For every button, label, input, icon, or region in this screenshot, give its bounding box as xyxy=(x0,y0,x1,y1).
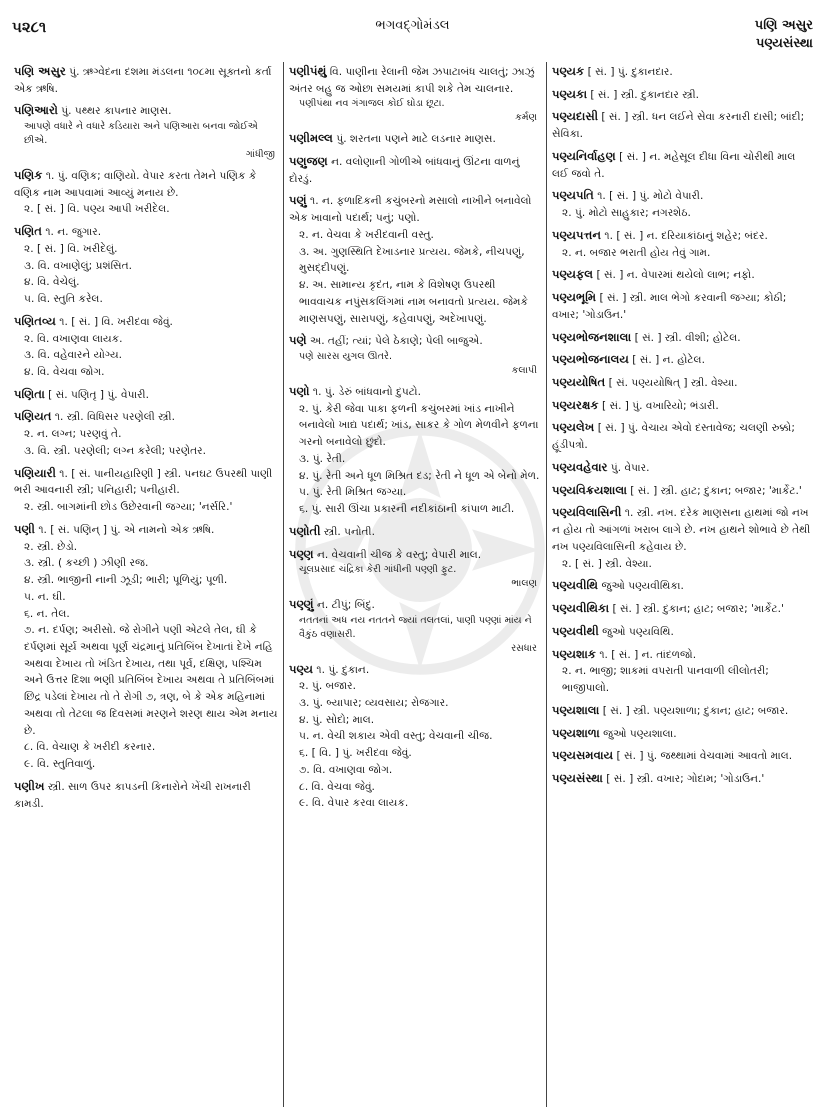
entry-headword: પણિ અસુર xyxy=(14,64,66,78)
entry-sense: ૩. પું. બ્યાપાર; વ્યવસાય; રોજગાર. xyxy=(299,696,449,709)
entry-definition: ૧. ન. ફળાદિકની કચુંબરનો મસાલો નાખીને બનાવેલો એક ખાવાનો પદાર્થ; પનું; પણો. xyxy=(289,195,532,225)
entry-sense: ૬. [ વિ. ] પું. ખરીદવા જેવું. xyxy=(299,747,412,760)
entry-sense: ૯. વિ. વેપાર કરવા લાયક. xyxy=(299,797,409,810)
dictionary-entry xyxy=(552,328,814,347)
entry-headword: પણ્યશાક xyxy=(552,646,596,661)
dictionary-entry xyxy=(14,222,279,308)
entry-sense: ૨. ન. લગ્ન; પરણવું તે. xyxy=(24,428,122,441)
dictionary-entry xyxy=(289,595,541,655)
entry-definition: જુઓ પણ્યવીથિકા. xyxy=(601,580,684,593)
entry-definition: સ્ત્રી. સાળ ઉપર કાપડની કિનારોને ખેંચી રાખનારી કામડી. xyxy=(14,780,251,810)
dictionary-entry xyxy=(552,701,814,720)
entry-definition: ૧. [ સં. પાનીયહારિણી ] સ્ત્રી. પનઘટ ઉપરથી પાણી ભરી આવનારી સ્ત્રી; પનિહારી; પનીહારી. xyxy=(14,467,273,497)
entry-definition: ૧. [ સં. ] પું. મોટો વેપારી. xyxy=(597,190,704,203)
entry-headword: પણિયત xyxy=(14,409,52,424)
entry-sense: ૮. વિ. વેચવા જેવું. xyxy=(299,780,375,793)
entry-sense: ૪. અ. સામાન્ય કૃદંત, નામ કે વિશેષણ ઉપરથી ભાવવાચક નપુંસકલિંગમાં નામ બનાવતો પ્રત્યય. જેમકે માણસપણું, સારાપણું, કહેવાપણું, અદેખાપણું. xyxy=(299,279,528,325)
column-divider xyxy=(283,62,284,1107)
entry-sense: ૨. [ સં. ] વિ. પણ્ય આપી ખરીદેલ. xyxy=(24,203,170,216)
entry-definition: [ સં. ] પું. દુકાનદાર. xyxy=(587,66,673,78)
entry-definition: [ સં. પણિતૃ ] પું. વેપારી. xyxy=(48,388,149,401)
entry-definition: અ. તહીં; ત્યાં; પેલે ઠેકાણે; પેલી બાજુએ. xyxy=(310,335,483,348)
dictionary-entry xyxy=(14,407,279,459)
entry-headword: પણ્યવહેવાર xyxy=(552,459,608,474)
entry-sense: ૨. પું. બજાર. xyxy=(299,680,357,693)
entry-headword: પણ્ણ xyxy=(289,546,314,561)
entry-sense: ૯. વિ. સ્તુતિવાળું. xyxy=(24,758,96,771)
entry-sense: ૭. ન. દર્પણ; અરીસો. જે રોગીને પણી એટલે તેલ, ઘી કે દર્પણમાં સૂર્ય અથવા પૂર્ણ ચંદ્રમાનું પ્રતિબિંબ દેખાતાં દેખે નહિ અથવા દેખાય તો ખંડિત દેખાય, તથા પૂર્વ, દક્ષિણ, પશ્ચિમ અને ઉત્તર દિશા ભણી પ્રતિબિંબ દેખાય અથવા તે પ્રતિબિંબમાં છિદ્ર પડેલાં દેખાય તો તે રોગી ૭, ત્રણ, બે કે એક મહિનામાં અથવા તો તેટલા જ દિવસમાં મરણને શરણ થાય એમ મનાય છે. xyxy=(24,624,278,737)
dictionary-entry xyxy=(14,385,279,404)
entry-headword: પણ્યસંસ્થા xyxy=(552,770,603,785)
entry-definition: વિ. પાણીના રેલાની જેમ ઝપાટાબંધ ચાલતું; ઝાઝું અંતર બહુ જ ઓછા સમયમાં કાપી શકે તેમ ચાલનાર. xyxy=(289,66,535,95)
dictionary-entry xyxy=(552,85,814,104)
dictionary-entry xyxy=(289,545,541,592)
entry-sense: ૪. વિ. વેચવા જોગ. xyxy=(24,366,105,378)
entry-quotation xyxy=(289,563,541,591)
entry-sense: ૨. ન. બજાર ભરાતી હોય તેવું ગામ. xyxy=(562,246,711,259)
entry-sense: ૩. પું. રેતી. xyxy=(299,452,346,465)
entry-quotation xyxy=(289,614,541,656)
dictionary-column-2 xyxy=(289,62,541,1109)
dictionary-entry xyxy=(552,396,814,415)
entry-headword: પણો xyxy=(289,383,310,398)
dictionary-entry xyxy=(552,576,814,595)
dictionary-entry xyxy=(14,62,279,97)
entry-definition: ન. વેચવાની ચીજ કે વસ્તુ; વેપારી માલ. xyxy=(317,548,482,561)
dictionary-entry xyxy=(14,464,279,516)
page-number: ૫૨૮૧ xyxy=(12,18,47,36)
entry-headword: પણ્યવિક્રયશાલા xyxy=(552,482,627,497)
entry-definition: જુઓ પણ્યશાલા. xyxy=(603,727,677,740)
entry-headword: પણ્યયોષિત xyxy=(552,375,606,390)
book-title: ભગવદ્ગોમંડલ xyxy=(375,18,450,33)
entry-headword: પણિતા xyxy=(14,386,45,401)
dictionary-entry xyxy=(289,152,541,187)
entry-definition: [ સં. ] સ્ત્રી. હાટ; દુકાન; બજાર; 'માર્કેટ.' xyxy=(630,484,802,497)
entry-definition: પું. વેપાર. xyxy=(610,461,650,474)
dictionary-entry xyxy=(14,777,279,812)
entry-sense: ૩. વિ. વહેવારને યોગ્ય. xyxy=(24,349,123,362)
dictionary-entry xyxy=(552,645,814,697)
entry-definition: [ સં. ] સ્ત્રી. દુકાનદાર સ્ત્રી. xyxy=(590,88,700,101)
quotation-text: નતતનાં અધ નય નતતને જ્યાં તલતલાં, પાણી પણ્ણાં માંય ને વૈકુંઠ વણાસરી. xyxy=(299,614,532,640)
dictionary-entry xyxy=(552,769,814,788)
entry-headword: પણિક xyxy=(14,167,43,182)
entry-sense: ૩. સ્ત્રી. ( કચ્છી ) ઝીણી રજ. xyxy=(24,557,149,570)
dictionary-entry xyxy=(14,166,279,218)
entry-headword: પણ્યશાળા xyxy=(552,725,600,740)
entry-definition: ન. વલોણાની ગોળીએ બાંધવાનું ઊંટના વાળનું દોરડું. xyxy=(289,156,520,185)
dictionary-entry xyxy=(552,622,814,641)
entry-definition: ૧. સ્ત્રી. નખ. દરેક માણસના હાથમાં જો નખ ન હોય તો આંગળાં ખરાબ લાગે છે. નખ હાથને શોભાવે છે તેથી નખ પણ્યવિલાસિની કહેવાય છે. xyxy=(552,507,811,553)
entry-definition: [ સં. ] સ્ત્રી. પણ્યશાળા; દુકાન; હાટ; બજાર. xyxy=(602,704,789,717)
dictionary-entry xyxy=(14,520,279,773)
entry-definition: [ સં. ] ન. હોટેલ. xyxy=(632,354,705,367)
quotation-source: ગાંધીજી xyxy=(245,149,275,161)
dictionary-entry xyxy=(552,62,814,81)
entry-definition: ૧. [ સં. પણિન્ ] પું. એ નામનો એક ઋષિ. xyxy=(38,523,215,536)
dictionary-entry xyxy=(552,288,814,323)
entry-sense: ૪. પું. રેતી અને ધૂળ મિશ્રિત દડ; રેતી ને ધૂળ એ બેનો મેળ. xyxy=(299,469,540,482)
entry-headword: પણ્ય xyxy=(289,661,314,676)
entry-definition: ન. ટીપું; બિંદુ. xyxy=(317,599,375,612)
entry-headword: પણીમલ્લ xyxy=(289,131,333,146)
dictionary-entry xyxy=(552,265,814,284)
entry-sense: ૮. વિ. વેચાણ કે ખરીદી કરનાર. xyxy=(24,741,156,754)
entry-headword: પણ્યદાસી xyxy=(552,109,599,124)
entry-headword: પણ્યરક્ષક xyxy=(552,397,599,412)
entry-headword: પણ્યભૂમિ xyxy=(552,290,597,305)
dictionary-entry xyxy=(289,660,541,813)
entry-sense: ૩. વિ. વખાણેલું; પ્રશંસિત. xyxy=(24,259,133,272)
entry-headword: પણિઆરો xyxy=(14,103,58,118)
entry-headword: પણીપંથું xyxy=(289,64,327,78)
entry-sense: ૨. [ સં. ] સ્ત્રી. વેશ્યા. xyxy=(562,557,652,570)
entry-headword: પણ્યવીથિકા xyxy=(552,601,610,616)
entry-headword: પણિયારી xyxy=(14,465,56,480)
entry-headword: પણ્યપત્તન xyxy=(552,227,602,242)
entry-definition: પું. ઋગ્વેદના દશમા મંડલના ૧૦૮મા સૂક્તનો કર્તા એક ઋષિ. xyxy=(14,66,272,95)
quotation-text: પણીપંથા નવ ગંગાજલ કોઈ ઘોડા છૂટા. xyxy=(299,98,445,110)
dictionary-entry xyxy=(552,186,814,221)
entry-headword: પણિતવ્ય xyxy=(14,313,56,328)
entry-definition: [ સં. ] ન. વેપારમાં થયેલો લાભ; નફો. xyxy=(596,269,755,282)
dictionary-entry xyxy=(289,331,541,378)
quotation-text: પણે સારસ યુગલ ઊતરે. xyxy=(299,351,392,363)
entry-definition: [ સં. પણ્યયોષિત્ ] સ્ત્રી. વેશ્યા. xyxy=(608,377,738,390)
dictionary-entry xyxy=(552,458,814,477)
entry-quotation xyxy=(289,97,541,125)
entry-sense: ૭. વિ. વખાણવા જોગ. xyxy=(299,763,393,776)
entry-headword: પણું xyxy=(289,193,307,208)
dictionary-entry xyxy=(552,503,814,572)
entry-definition: [ સં. ] સ્ત્રી. માલ ભેગો કરવાની જગ્યા; કોઠી; વખાર; 'ગોડાઉન.' xyxy=(552,292,787,321)
entry-sense: ૨. વિ. વખાણવા લાયક. xyxy=(24,332,123,345)
guide-word-first: પણિ અસુર xyxy=(754,18,813,33)
entry-headword: પણ્યપતિ xyxy=(552,188,594,203)
entry-headword: પણ્યફલ xyxy=(552,267,594,282)
entry-definition: [ સં. ] સ્ત્રી. વખાર; ગોદામ; 'ગોડાઉન.' xyxy=(606,772,765,785)
guide-word-last: પણ્યસંસ્થા xyxy=(755,36,813,51)
entry-definition: [ સં. ] પું. વખારિયો; ભંડારી. xyxy=(601,399,719,412)
entry-headword: પણિત xyxy=(14,224,42,239)
entry-headword: પણ્ણું xyxy=(289,597,314,612)
entry-definition: [ સં. ] સ્ત્રી. વીશી; હોટેલ. xyxy=(634,331,741,344)
page-header xyxy=(0,0,825,62)
entry-quotation xyxy=(14,120,279,162)
dictionary-entry xyxy=(552,373,814,392)
entry-definition: સ્ત્રી. પનોતી. xyxy=(323,525,375,538)
dictionary-entry xyxy=(289,191,541,327)
entry-headword: પણે xyxy=(289,333,307,348)
entry-definition: ૧. સ્ત્રી. વિધિસર પરણેલી સ્ત્રી. xyxy=(54,411,175,424)
entry-definition: [ સં. ] સ્ત્રી. ધન લઈને સેવા કરનારી દાસી; બાંદી; સેવિકા. xyxy=(552,111,805,141)
entry-definition: ૧. ન. જુગાર. xyxy=(45,226,102,239)
entry-sense: ૫. ન. વેચી શકાય એવી વસ્તુ; વેચવાની ચીજ. xyxy=(299,730,493,743)
dictionary-entry xyxy=(552,481,814,500)
entry-headword: પણ્યવીથી xyxy=(552,623,599,638)
entry-quotation xyxy=(289,350,541,378)
quotation-source: ભાલણ xyxy=(511,578,537,590)
dictionary-entry xyxy=(552,107,814,142)
entry-sense: ૨. [ સં. ] વિ. ખરીદેલું. xyxy=(24,242,118,255)
entry-headword: પણુજણ xyxy=(289,154,328,169)
entry-headword: પણ્યકા xyxy=(552,86,588,101)
dictionary-entry xyxy=(552,724,814,743)
dictionary-entry xyxy=(552,418,814,453)
entry-definition: [ સં. ] પું. જથ્થામાં વેચવામાં આવતો માલ. xyxy=(616,750,793,763)
entry-headword: પણ્યલેખ xyxy=(552,420,595,435)
entry-headword: પણોતી xyxy=(289,523,321,538)
entry-definition: [ સં. ] ન. મહેસૂલ દીધા વિના ચોરીથી માલ લઈ જવો તે. xyxy=(552,150,796,180)
entry-sense: ૪. સ્ત્રી. ભાજીની નાની ઝૂડી; ભારી; પૂળિયું; પૂળી. xyxy=(24,574,228,587)
entry-sense: ૫. વિ. સ્તુતિ કરેલ. xyxy=(24,293,103,306)
entry-sense: ૬. ન. તેલ. xyxy=(24,607,70,620)
entry-sense: ૫. ન. ઘી. xyxy=(24,590,66,603)
entry-headword: પણ્યવીથિ xyxy=(552,578,599,593)
entry-definition: પું. પથ્થર કાપનાર માણસ. xyxy=(61,105,172,118)
entry-headword: પણ્યવિલાસિની xyxy=(552,505,622,520)
entry-sense: ૨. સ્ત્રી. છેડો. xyxy=(24,540,78,553)
entry-headword: પણીખ xyxy=(14,778,45,793)
dictionary-entry xyxy=(552,350,814,369)
entry-headword: પણી xyxy=(14,521,35,536)
entry-definition: પું. શરતના પણને માટે લડનાર માણસ. xyxy=(336,133,496,146)
entry-sense: ૫. પું. રેતી મિશ્રિત જગ્યા. xyxy=(299,486,407,499)
dictionary-entry xyxy=(14,312,279,381)
entry-sense: ૪. વિ. વેચેલું. xyxy=(24,276,80,289)
dictionary-entry xyxy=(14,101,279,161)
entry-sense: ૨. ન. વેચવા કે ખરીદવાની વસ્તુ. xyxy=(299,228,434,241)
entry-headword: પણ્યભોજનશાલા xyxy=(552,329,632,344)
entry-sense: ૬. પું. સારી ઊંચા પ્રકારની નદીકાંઠાની કાંપાળ માટી. xyxy=(299,503,515,516)
quotation-source: કર્મણ xyxy=(515,112,537,124)
dictionary-entry xyxy=(552,226,814,261)
quotation-text: ચૂલપ્રસાદ ચંદ્રિકા કેરી ગાંધીની પણ્ણી ફુટ. xyxy=(299,564,457,576)
dictionary-entry xyxy=(289,382,541,518)
quotation-text: આપણે વધારે ને વધારે કડિયારા અને પણિઆરા બનવા જોઈએ છીએ. xyxy=(24,121,258,147)
quotation-source: કલાપી xyxy=(511,365,537,376)
dictionary-entry xyxy=(289,62,541,125)
entry-definition: ૧. [ સં. ] ન. દરિયાકાંઠાનું શહેર; બંદર. xyxy=(604,229,768,242)
quotation-source: રસધાર xyxy=(511,642,537,654)
entry-definition: ૧. પું. દુકાન. xyxy=(316,663,370,676)
entry-sense: ૪. પું. સોદો; માલ. xyxy=(299,713,375,726)
entry-definition: [ સં. ] સ્ત્રી. દુકાન; હાટ; બજાર; 'માર્કેટ.' xyxy=(612,603,784,616)
dictionary-entry xyxy=(289,522,541,541)
entry-headword: પણ્યશાલા xyxy=(552,702,600,717)
dictionary-entry xyxy=(552,147,814,182)
entry-sense: ૩. અ. ગુણસ્થિતિ દેખાડનાર પ્રત્યય. જેમકે, નીચપણું, મુસદ્દીપણું. xyxy=(299,245,525,275)
entry-headword: પણ્યક xyxy=(552,64,585,78)
dictionary-entry xyxy=(552,746,814,765)
entry-sense: ૨. સ્ત્રી. બાગમાંની છોડ ઉછેરવાની જગ્યા; 'નર્સરિ.' xyxy=(24,501,233,514)
entry-sense: ૨. પું. મોટો સાહુકાર; નગરશેઠ. xyxy=(562,207,691,220)
dictionary-entry xyxy=(552,599,814,618)
entry-sense: ૩. વિ. સ્ત્રી. પરણેલી; લગ્ન કરેલી; પરણેતર. xyxy=(24,444,207,457)
entry-definition: ૧. પું. વણિક; વાણિયો. વેપાર કરતા તેમને પણિક કે વણિક નામ આપવામાં આવ્યું મનાય છે. xyxy=(14,169,257,199)
entry-definition: [ સં. ] પું. વેચાય એવો દસ્તાવેજ; ચલણી રુક્કો; હૂંડીપત્રો. xyxy=(552,422,795,452)
column-divider xyxy=(546,62,547,1107)
entry-headword: પણ્યનિર્વાહણ xyxy=(552,148,616,163)
entry-headword: પણ્યભોજનાલય xyxy=(552,352,629,367)
entry-sense: ૨. ન. ભાજી; શાકમાં વપરાતી પાનવાળી લીલોતરી; ભાજીપાલો. xyxy=(562,665,769,695)
entry-definition: જુઓ પણ્યવિથિ. xyxy=(602,625,674,638)
dictionary-column-3 xyxy=(552,62,814,1109)
dictionary-column-1 xyxy=(14,62,279,1109)
dictionary-entry xyxy=(289,129,541,148)
entry-definition: ૧. [ સં. ] ન. તાંદળજો. xyxy=(599,648,697,661)
entry-definition: ૧. [ સં. ] વિ. ખરીદવા જેવું. xyxy=(59,315,173,328)
entry-definition: ૧. પું. ડેરું બાંધવાનો દુપટો. xyxy=(312,385,421,398)
entry-headword: પણ્યસમવાય xyxy=(552,748,614,763)
entry-sense: ૨. પું. કેરી જેવા પાકા ફળની કચુંબરમાં ખાંડ નાખીને બનાવેલો ખાદ્ય પદાર્થ; ખાંડ, સાકર કે ગોળ મેળવીને ફળના ગરનો બનાવેલો છુંદો. xyxy=(299,402,539,449)
